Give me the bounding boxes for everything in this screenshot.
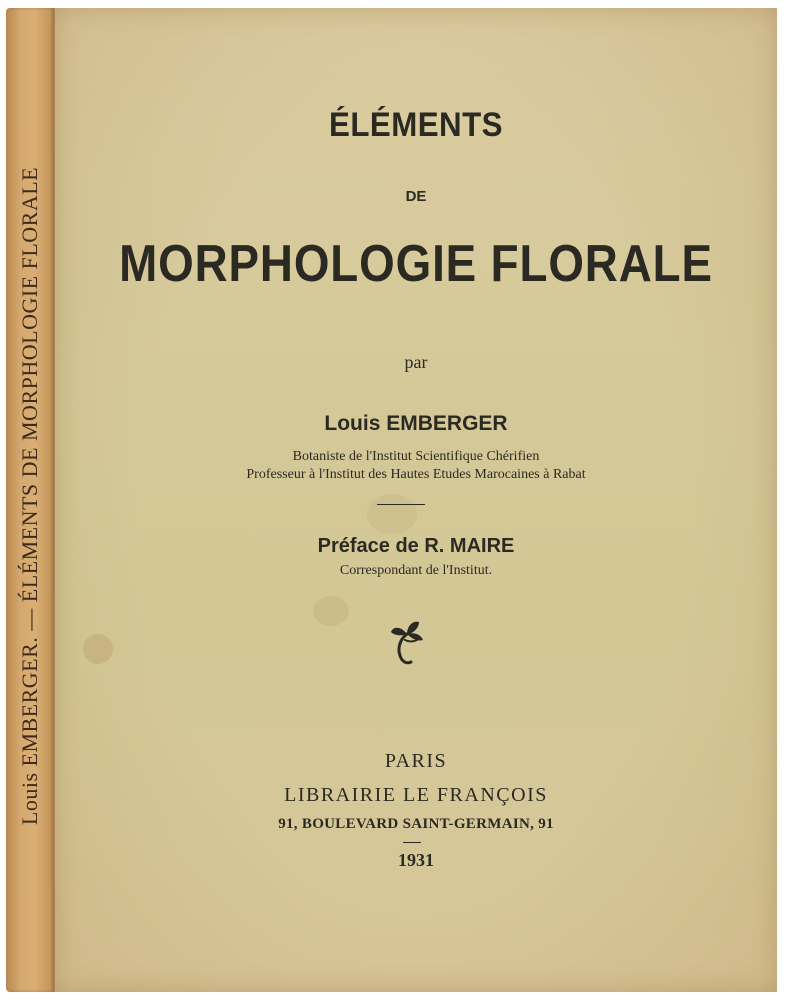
- by-label: par: [404, 352, 428, 372]
- divider: [377, 504, 425, 505]
- floral-ornament-icon: [385, 616, 429, 666]
- publisher-name: LIBRAIRIE LE FRANÇOIS: [284, 784, 548, 806]
- author-affiliation-1: Botaniste de l'Institut Scientifique Chérifien: [292, 449, 540, 464]
- book-spine: [6, 8, 54, 992]
- small-divider: [403, 842, 421, 843]
- spine-title: Louis EMBERGER. — ÉLÉMENTS DE MORPHOLOGIE FLORALE: [17, 166, 42, 826]
- publication-city: PARIS: [384, 750, 448, 772]
- book: [6, 8, 776, 992]
- title-line-1: ÉLÉMENTS: [329, 106, 503, 144]
- stain: [367, 494, 417, 534]
- author-name: Louis EMBERGER: [324, 412, 508, 435]
- stain: [83, 634, 113, 664]
- preface-affiliation: Correspondant de l'Institut.: [339, 563, 493, 578]
- front-cover: [54, 8, 777, 992]
- title-connector: DE: [405, 188, 427, 205]
- title-line-2: MORPHOLOGIE FLORALE: [119, 235, 713, 293]
- preface-credit: Préface de R. MAIRE: [317, 535, 515, 557]
- stain: [313, 596, 349, 626]
- publisher-address: 91, BOULEVARD SAINT-GERMAIN, 91: [278, 816, 554, 832]
- author-affiliation-2: Professeur à l'Institut des Hautes Etudes Marocaines à Rabat: [246, 467, 586, 482]
- publication-year: 1931: [398, 850, 434, 870]
